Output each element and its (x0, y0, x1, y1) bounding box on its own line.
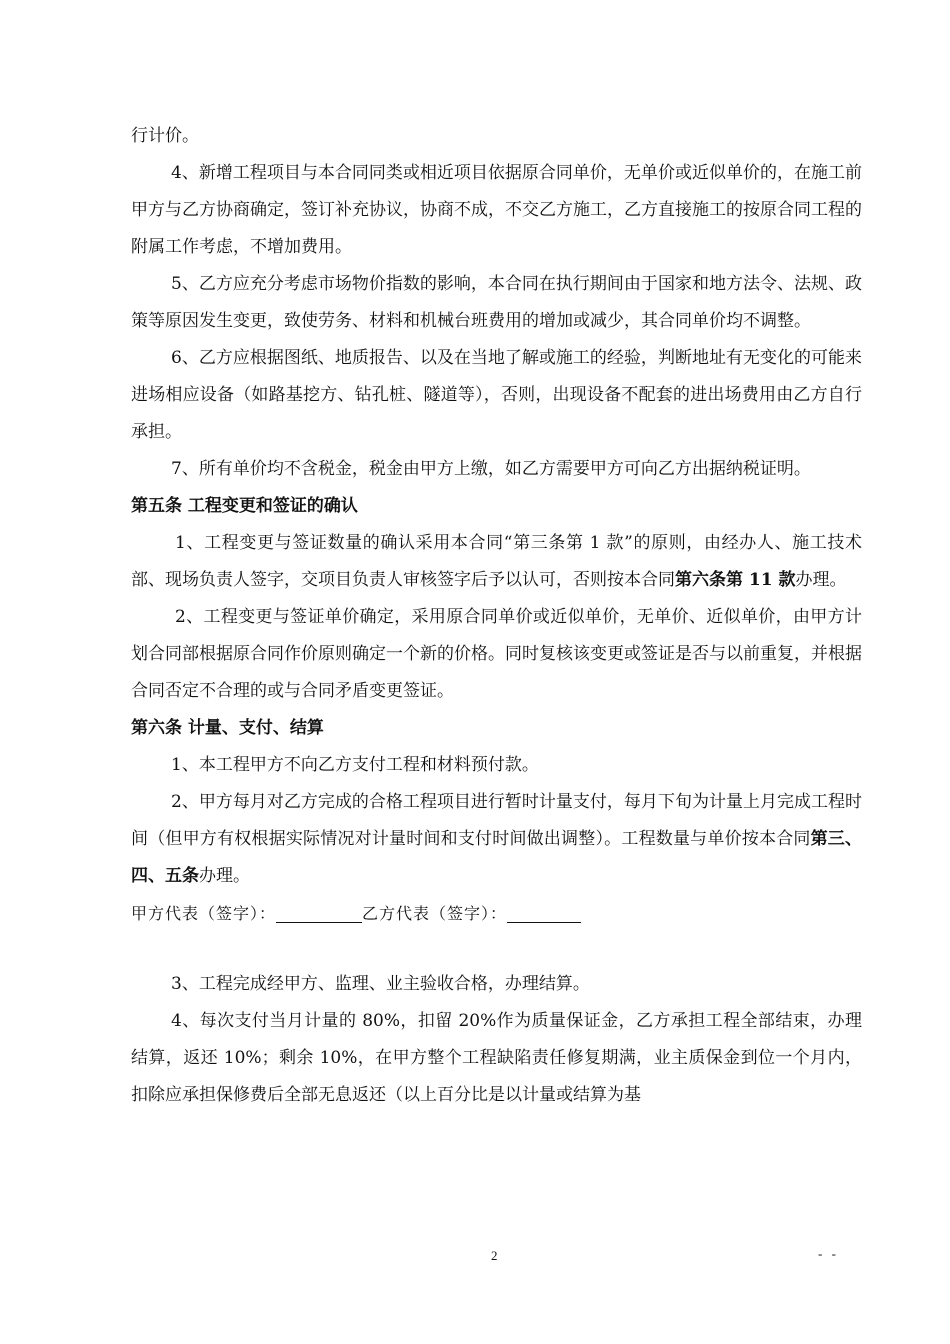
article-6-heading: 第六条 计量、支付、结算 (131, 718, 324, 738)
party-a-signature-label: 甲方代表（签字）： (131, 904, 277, 923)
article-6-clause-3: 3、工程完成经甲方、监理、业主验收合格，办理结算。 (171, 974, 590, 994)
text-run: 办理。 (199, 866, 250, 886)
clause-7: 7、所有单价均不含税金，税金由甲方上缴，如乙方需要甲方可向乙方出据纳税证明。 (171, 459, 811, 479)
party-b-signature-label: 乙方代表（签字）： (362, 904, 508, 923)
article-5-heading: 第五条 工程变更和签证的确认 (131, 496, 358, 516)
article-6-clause-2 (131, 784, 862, 895)
party-b-signature-blank (507, 900, 581, 923)
page-number: 2 (491, 1248, 498, 1263)
clause-4: 4、新增工程项目与本合同同类或相近项目依据原合同单价，无单价或近似单价的，在施工前甲方与乙方协商确定，签订补充协议，协商不成，不交乙方施工，乙方直接施工的按原合同工程的附属工作考虑，不增加费用。 (131, 163, 862, 257)
article-5-clause-1 (131, 525, 862, 599)
bold-reference: 第三、四、五条 (131, 829, 862, 886)
text-run: 2、甲方每月对乙方完成的合格工程项目进行暂时计量支付，每月下旬为计量上月完成工程时间（但甲方有权根据实际情况对计量时间和支付时间做出调整）。工程数量与单价按本合同 (131, 792, 862, 849)
spacer (131, 932, 862, 966)
bold-reference: 第六条第 11 款 (675, 570, 796, 590)
paragraph-continuation: 行计价。 (131, 126, 199, 146)
document-body (131, 118, 862, 1114)
article-5-clause-2: 2、工程变更与签证单价确定，采用原合同单价或近似单价，无单价、近似单价，由甲方计划合同部根据原合同作价原则确定一个新的价格。同时复核该变更或签证是否与以前重复，并根据合同否定不合理的或与合同矛盾变更签证。 (131, 607, 862, 701)
clause-6: 6、乙方应根据图纸、地质报告、以及在当地了解或施工的经验，判断地址有无变化的可能来进场相应设备（如路基挖方、钻孔桩、隧道等），否则，出现设备不配套的进出场费用由乙方自行承担。 (131, 348, 862, 442)
article-6-clause-4: 4、每次支付当月计量的 80%，扣留 20%作为质量保证金，乙方承担工程全部结束，办理结算，返还 10%；剩余 10%，在甲方整个工程缺陷责任修复期满，业主质保金到位一个月内，扣除应承担保修费后全部无息返还（以上百分比是以计量或结算为基 (131, 1011, 862, 1105)
clause-5: 5、乙方应充分考虑市场物价指数的影响，本合同在执行期间由于国家和地方法令、法规、政策等原因发生变更，致使劳务、材料和机械台班费用的增加或减少，其合同单价均不调整。 (131, 274, 862, 331)
party-a-signature-blank (276, 900, 362, 923)
article-6-clause-1: 1、本工程甲方不向乙方支付工程和材料预付款。 (171, 755, 539, 775)
text-run: 1、工程变更与签证数量的确认采用本合同“第三条第 1 款”的原则，由经办人、施工技术部、现场负责人签字，交项目负责人审核签字后予以认可，否则按本合同 (131, 533, 862, 590)
footer-mark: - - (818, 1246, 839, 1261)
signature-line (131, 895, 862, 932)
text-run: 办理。 (795, 570, 847, 590)
